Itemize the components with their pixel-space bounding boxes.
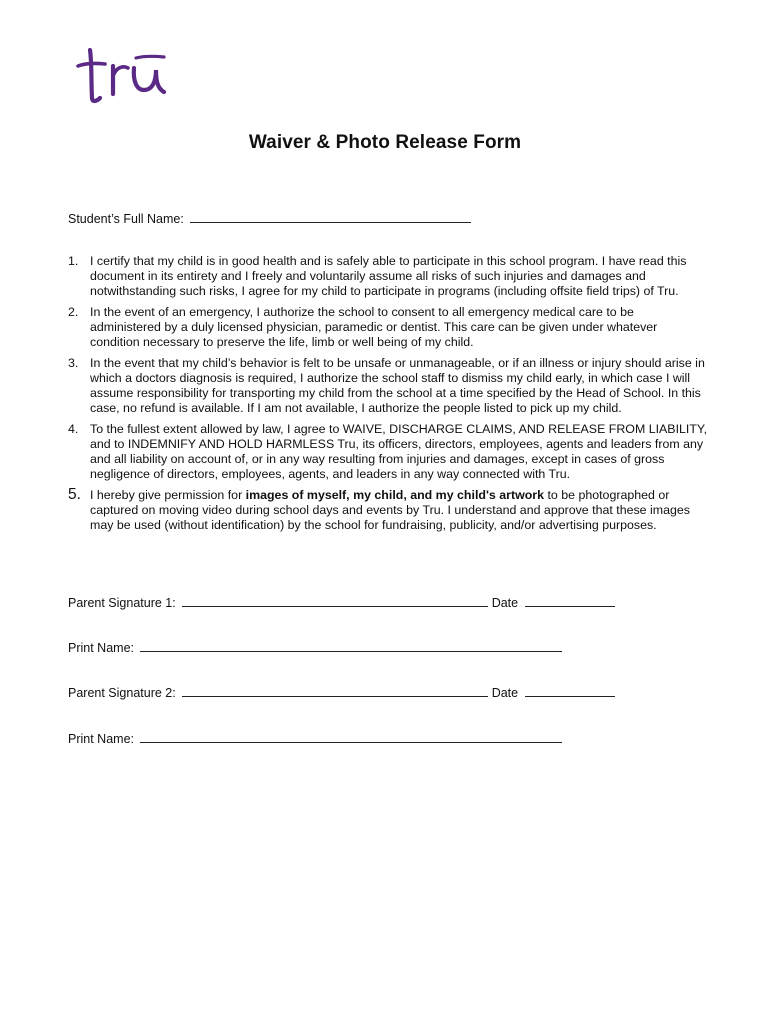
date-2-label: Date bbox=[491, 686, 519, 700]
clause-3 bbox=[68, 356, 708, 416]
clause-text: In the event that my child’s behavior is felt to be unsafe or unmanageable, or if an illness or injury should arise in which a doctors diagnosis is required, I authorize the school staff to dismiss my child early, in which case I will assume responsibility for transporting my child from the school at a time specified by the Head of School. In this case, no refund is available. If I am not available, I authorize the people listed to pick up my child. bbox=[90, 356, 705, 415]
student-name-blank[interactable] bbox=[190, 210, 471, 223]
clause-text bbox=[90, 488, 708, 533]
parent-signature-1-blank[interactable] bbox=[182, 594, 488, 607]
parent-signature-2-blank[interactable] bbox=[182, 684, 488, 697]
tru-logo bbox=[76, 46, 172, 106]
clause-5 bbox=[68, 488, 708, 533]
clause-1 bbox=[68, 254, 708, 299]
waiver-clauses bbox=[68, 254, 708, 539]
print-name-2-row bbox=[68, 730, 562, 746]
clause-text-bold: images of myself, my child, and my child's artwork bbox=[245, 488, 544, 502]
form-title: Waiver & Photo Release Form bbox=[248, 132, 522, 153]
parent-signature-1-row bbox=[68, 594, 615, 610]
clause-number: 5. bbox=[68, 486, 81, 503]
parent-signature-2-row bbox=[68, 684, 615, 700]
print-name-2-blank[interactable] bbox=[140, 730, 562, 743]
clause-number: 1. bbox=[68, 254, 79, 268]
clause-number: 4. bbox=[68, 422, 79, 436]
date-1-label: Date bbox=[491, 596, 519, 610]
clause-text: In the event of an emergency, I authorize the school to consent to all emergency medical care to be administered by a duly licensed physician, paramedic or dentist. This care can be given under whatever condition necessary to preserve the life, limb or well being of my child. bbox=[90, 305, 658, 349]
print-name-1-label: Print Name: bbox=[68, 641, 134, 655]
parent-signature-2-label: Parent Signature 2: bbox=[68, 686, 176, 700]
clause-text: To the fullest extent allowed by law, I agree to WAIVE, DISCHARGE CLAIMS, AND RELEASE FROM LIABILITY, and to INDEMNIFY AND HOLD HARMLESS Tru, its officers, directors, employees, agents and leaders from any and all liability on account of, or in any way resulting from injuries and damages, except in cases of gross negligence of directors, employees, agents, and leaders in any way connected with Tru. bbox=[90, 422, 708, 481]
clause-text-tail: to be photographed or captured on moving video during school days and events by Tru. I understand and approve that these images may be used (without identification) by the school for fundraising, publicity, and/or advertising purposes. bbox=[90, 488, 690, 532]
clause-4 bbox=[68, 422, 708, 482]
date-1-blank[interactable] bbox=[525, 594, 615, 607]
print-name-2-label: Print Name: bbox=[68, 732, 134, 746]
student-name-label: Student’s Full Name: bbox=[68, 212, 184, 226]
clause-2 bbox=[68, 305, 708, 350]
clause-number: 2. bbox=[68, 305, 79, 319]
student-name-field[interactable] bbox=[68, 210, 471, 226]
clause-text: I certify that my child is in good health and is safely able to participate in this school program. I have read this document in its entirety and I freely and voluntarily assume all risks of such injuries and damages and notwithstanding such risks, I agree for my child to participate in programs (including offsite field trips) of Tru. bbox=[90, 254, 687, 298]
date-2-blank[interactable] bbox=[525, 684, 615, 697]
print-name-1-blank[interactable] bbox=[140, 639, 562, 652]
clause-text-lead: I hereby give permission for bbox=[90, 488, 246, 502]
tru-logo-mark bbox=[76, 46, 172, 106]
clause-number: 3. bbox=[68, 356, 79, 370]
print-name-1-row bbox=[68, 639, 562, 655]
parent-signature-1-label: Parent Signature 1: bbox=[68, 596, 176, 610]
